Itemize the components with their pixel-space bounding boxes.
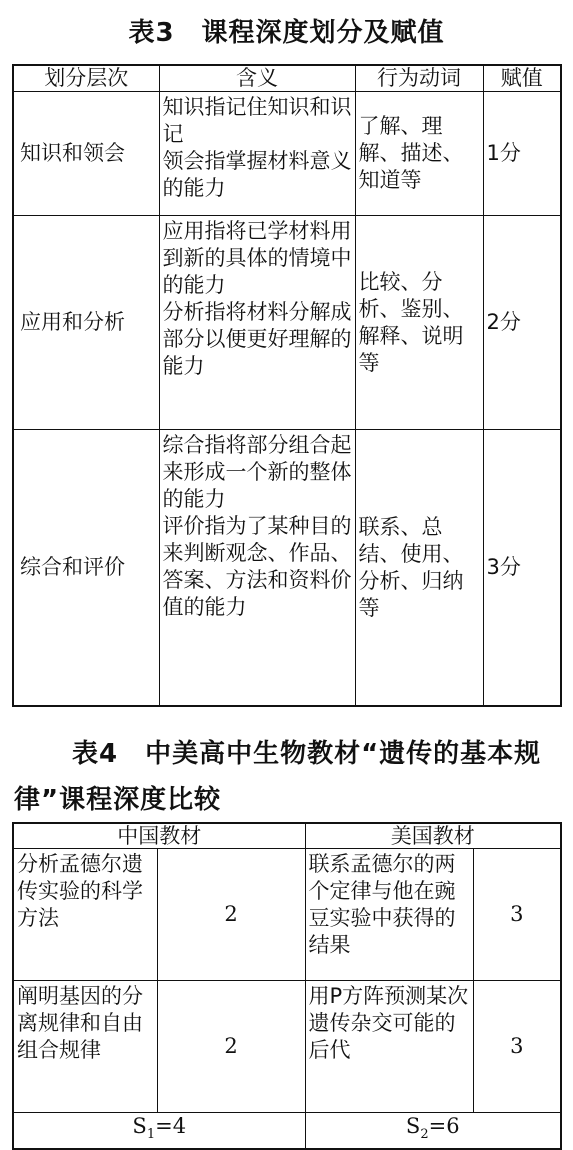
table-row bbox=[13, 430, 561, 707]
header-china-textbook: 中国教材 bbox=[13, 823, 305, 849]
cn-sum-subscript: 1 bbox=[146, 1127, 156, 1143]
meaning-cell bbox=[159, 430, 355, 707]
meaning-line: 综合指将部分组合起来形成一个新的整体的能力 bbox=[162, 433, 352, 511]
us-sum-subscript: 2 bbox=[420, 1127, 429, 1143]
depth-comparison-table bbox=[12, 822, 562, 1150]
verbs-cell: 联系、总结、使用、分析、归纳等 bbox=[355, 430, 483, 707]
level-cell: 综合和评价 bbox=[13, 430, 159, 707]
cn-value-cell: 2 bbox=[157, 849, 305, 981]
header-verbs: 行为动词 bbox=[355, 65, 483, 92]
us-text-cell: 联系孟德尔的两个定律与他在豌豆实验中获得的结果 bbox=[305, 849, 473, 981]
table-row bbox=[13, 981, 561, 1113]
header-us-textbook: 美国教材 bbox=[305, 823, 561, 849]
meaning-line: 领会指掌握材料意义的能力 bbox=[162, 149, 352, 200]
cn-text-cell: 分析孟德尔遗传实验的科学方法 bbox=[13, 849, 157, 981]
meaning-line: 评价指为了某种目的来判断观念、作品、答案、方法和资料价值的能力 bbox=[162, 514, 352, 619]
us-value-cell: 3 bbox=[473, 981, 561, 1113]
verbs-cell: 了解、理解、描述、知道等 bbox=[355, 92, 483, 216]
table3-caption: 表3 课程深度划分及赋值 bbox=[128, 18, 445, 48]
table4-caption-line2: 律”课程深度比较 bbox=[14, 785, 222, 815]
level-cell: 应用和分析 bbox=[13, 216, 159, 430]
table-header-row bbox=[13, 823, 561, 849]
us-value-cell: 3 bbox=[473, 849, 561, 981]
meaning-line: 应用指将已学材料用到新的具体的情境中的能力 bbox=[162, 219, 352, 297]
header-level: 划分层次 bbox=[13, 65, 159, 92]
table4-caption-line1: 表4 中美高中生物教材“遗传的基本规 bbox=[72, 739, 542, 769]
value-cell: 1分 bbox=[483, 92, 561, 216]
cn-value-cell: 2 bbox=[157, 981, 305, 1113]
course-depth-table bbox=[12, 64, 562, 707]
value-cell: 3分 bbox=[483, 430, 561, 707]
meaning-line: 分析指将材料分解成部分以便更好理解的能力 bbox=[162, 300, 352, 378]
cn-text-cell: 阐明基因的分离规律和自由组合规律 bbox=[13, 981, 157, 1113]
us-text-cell: 用P方阵预测某次遗传杂交可能的后代 bbox=[305, 981, 473, 1113]
table-row bbox=[13, 849, 561, 981]
meaning-cell bbox=[159, 92, 355, 216]
table-header-row bbox=[13, 65, 561, 92]
value-cell: 2分 bbox=[483, 216, 561, 430]
header-value: 赋值 bbox=[483, 65, 561, 92]
us-sum-value: =6 bbox=[428, 1114, 460, 1138]
meaning-cell bbox=[159, 216, 355, 430]
meaning-line: 知识指记住知识和识记 bbox=[162, 95, 352, 146]
table-row bbox=[13, 92, 561, 216]
level-cell: 知识和领会 bbox=[13, 92, 159, 216]
verbs-cell: 比较、分析、鉴别、解释、说明等 bbox=[355, 216, 483, 430]
us-sum-symbol: S bbox=[405, 1114, 421, 1138]
table-row bbox=[13, 216, 561, 430]
cn-sum-symbol: S bbox=[132, 1114, 147, 1138]
header-meaning: 含义 bbox=[159, 65, 355, 92]
cn-sum-value: =4 bbox=[155, 1114, 187, 1138]
